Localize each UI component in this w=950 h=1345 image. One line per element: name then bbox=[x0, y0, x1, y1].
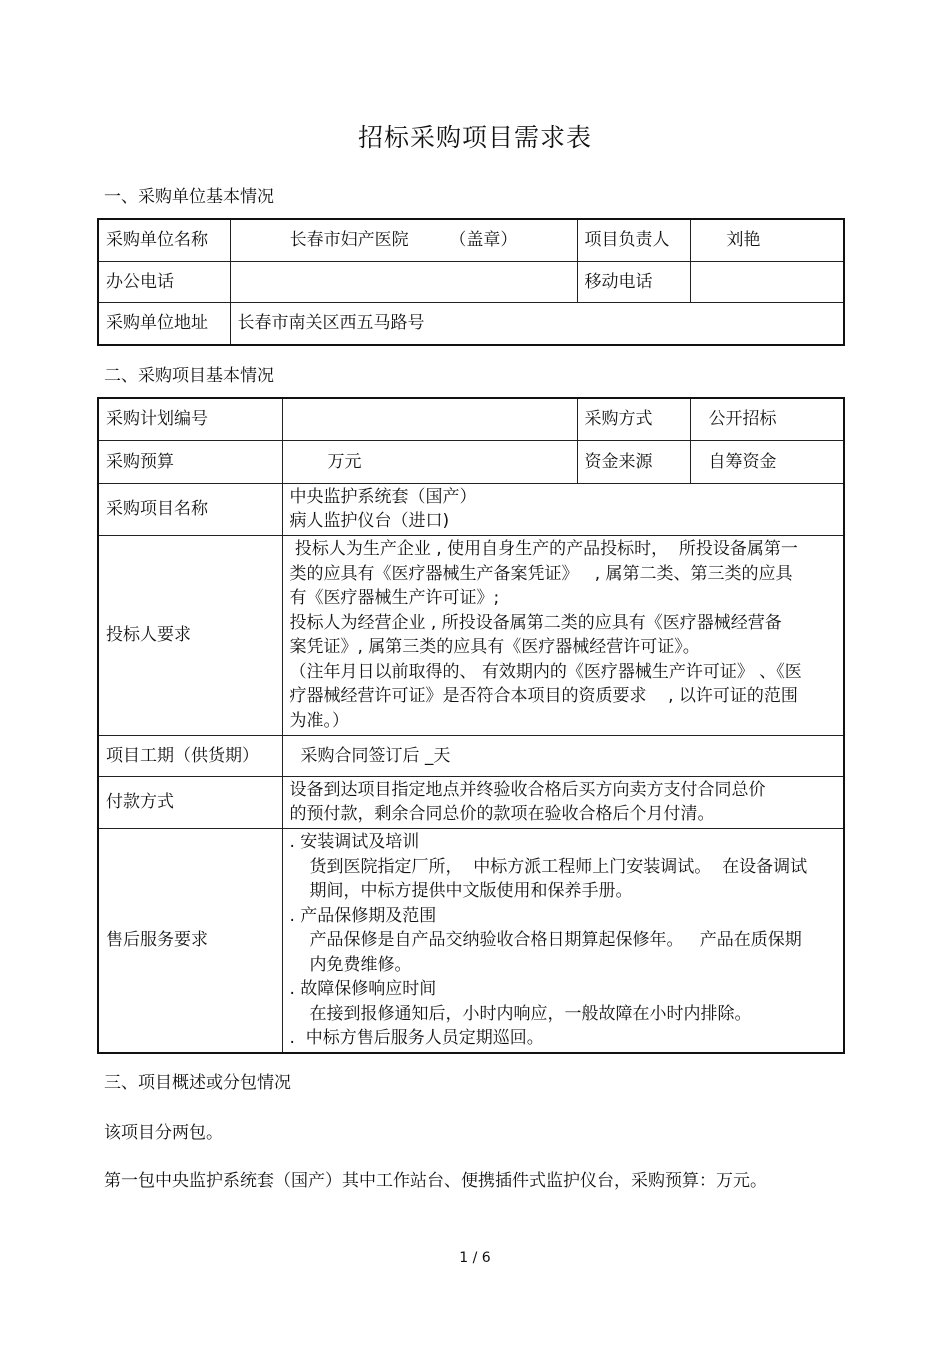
bidder-line: 类的应具有《医疗器械生产备案凭证》 , 属第二类、第三类的应具 bbox=[289, 563, 793, 584]
bidder-line: 为准。） bbox=[289, 710, 349, 731]
after-sales-text bbox=[282, 828, 844, 1053]
mobile-label: 移动电话 bbox=[577, 261, 690, 302]
unit-name-label: 采购单位名称 bbox=[98, 219, 230, 261]
service-line: 在接到报修通知后，小时内响应，一般故障在小时内排除。 bbox=[309, 1003, 752, 1024]
section-1-heading: 一、采购单位基本情况 bbox=[104, 187, 274, 207]
project-name-line: 中央监护系统套（国产） bbox=[289, 486, 477, 507]
project-info-table bbox=[97, 397, 845, 1054]
unit-name-value: 长春市妇产医院 bbox=[289, 230, 409, 251]
service-line: 产品保修是自产品交纳验收合格日期算起保修年。 产品在质保期 bbox=[309, 930, 802, 950]
service-heading: . 安装调试及培训 bbox=[289, 832, 420, 852]
bidder-line: 投标人为经营企业 , 所投设备属第二类的应具有《医疗器械经营备 bbox=[289, 612, 782, 633]
bidder-line: 疗器械经营许可证》是否符合本项目的资质要求 , 以许可证的范围 bbox=[289, 686, 798, 706]
bidder-requirement-text bbox=[282, 535, 844, 735]
project-name-line: 病人监护仪台（进口) bbox=[289, 511, 450, 531]
period-value: 采购合同签订后 _天 bbox=[282, 735, 844, 776]
bidder-line: 案凭证》, 属第三类的应具有《医疗器械经营许可证》。 bbox=[289, 637, 700, 657]
payment-text bbox=[282, 776, 844, 828]
mobile-value bbox=[690, 261, 844, 302]
office-phone-value bbox=[230, 261, 577, 302]
method-label: 采购方式 bbox=[577, 398, 690, 440]
bidder-line: 投标人为生产企业 , 使用自身生产的产品投标时， 所投设备属第一 bbox=[289, 539, 798, 559]
fund-label: 资金来源 bbox=[577, 440, 690, 483]
after-sales-label: 售后服务要求 bbox=[98, 828, 282, 1053]
service-heading: . 中标方售后服务人员定期巡回。 bbox=[289, 1028, 544, 1048]
service-line: 期间，中标方提供中文版使用和保养手册。 bbox=[309, 881, 633, 901]
paragraph-package-1: 第一包中央监护系统套（国产）其中工作站台、便携插件式监护仪台，采购预算：万元。 bbox=[104, 1171, 767, 1191]
budget-value: 万元 bbox=[282, 440, 577, 483]
project-name-value bbox=[282, 483, 844, 535]
paragraph-packages: 该项目分两包。 bbox=[104, 1123, 223, 1143]
page-number: 1 / 6 bbox=[459, 1250, 491, 1266]
office-phone-label: 办公电话 bbox=[98, 261, 230, 302]
unit-name-cell bbox=[230, 219, 577, 261]
bidder-requirement-label: 投标人要求 bbox=[98, 535, 282, 735]
service-heading: . 产品保修期及范围 bbox=[289, 905, 437, 926]
section-3-heading: 三、项目概述或分包情况 bbox=[104, 1073, 291, 1093]
stamp-note: （盖章） bbox=[449, 230, 518, 251]
method-value: 公开招标 bbox=[690, 398, 844, 440]
address-value: 长春市南关区西五马路号 bbox=[230, 302, 844, 345]
service-line: 货到医院指定厂所， 中标方派工程师上门安装调试。 在设备调试 bbox=[309, 856, 808, 877]
period-label: 项目工期（供货期） bbox=[98, 735, 282, 776]
payment-line: 的预付款，剩余合同总价的款项在验收合格后个月付清。 bbox=[289, 804, 715, 824]
payment-line: 设备到达项目指定地点并终验收合格后买方向卖方支付合同总价 bbox=[289, 779, 766, 800]
bidder-line: （注年月日以前取得的、 有效期内的《医疗器械生产许可证》 、《医 bbox=[289, 661, 802, 682]
budget-label: 采购预算 bbox=[98, 440, 282, 483]
project-name-label: 采购项目名称 bbox=[98, 483, 282, 535]
address-label: 采购单位地址 bbox=[98, 302, 230, 345]
fund-value: 自筹资金 bbox=[690, 440, 844, 483]
manager-value: 刘艳 bbox=[690, 219, 844, 261]
plan-no-value bbox=[282, 398, 577, 440]
service-heading: . 故障保修响应时间 bbox=[289, 979, 437, 999]
manager-label: 项目负责人 bbox=[577, 219, 690, 261]
document-title: 招标采购项目需求表 bbox=[357, 123, 592, 152]
plan-no-label: 采购计划编号 bbox=[98, 398, 282, 440]
bidder-line: 有《医疗器械生产许可证》; bbox=[289, 588, 500, 608]
unit-info-table bbox=[97, 218, 845, 346]
section-2-heading: 二、采购项目基本情况 bbox=[104, 366, 274, 386]
payment-label: 付款方式 bbox=[98, 776, 282, 828]
service-line: 内免费维修。 bbox=[309, 954, 412, 975]
